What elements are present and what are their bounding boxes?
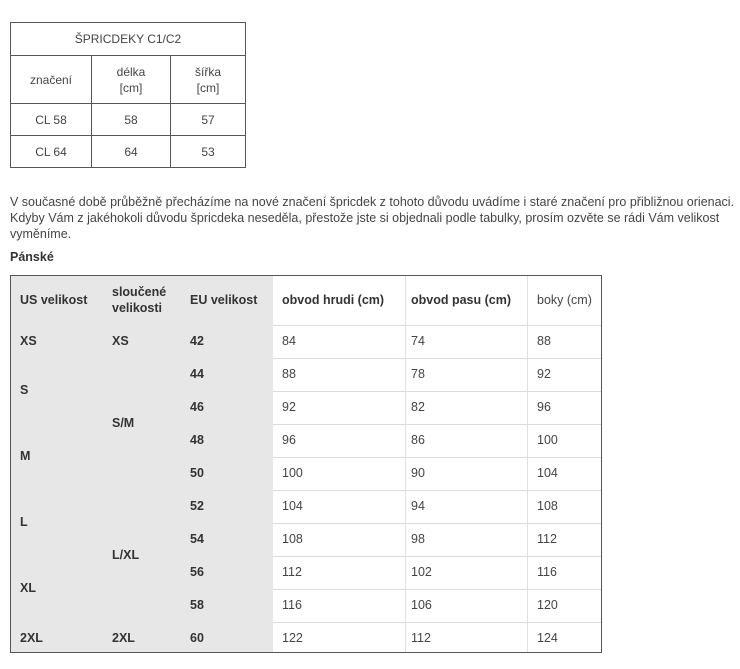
chest-cell: 88: [282, 367, 296, 381]
chest-cell: 112: [282, 565, 302, 579]
size-table: [10, 275, 602, 653]
chest-cell: 92: [282, 400, 296, 414]
eu-size-cell: 56: [190, 565, 204, 579]
cell-znaceni: CL 58: [11, 104, 92, 136]
eu-size-cell: 46: [190, 400, 204, 414]
waist-cell: 102: [411, 565, 432, 579]
header-waist: obvod pasu (cm): [411, 293, 512, 307]
header-delka-text: délka [cm]: [116, 64, 146, 95]
row-divider: [273, 523, 602, 524]
row-divider: [273, 490, 602, 491]
waist-cell: 106: [411, 598, 432, 612]
chest-cell: 108: [282, 532, 303, 546]
header-sirka-text: šířka [cm]: [194, 64, 221, 95]
us-size: L: [20, 515, 28, 529]
row-divider: [273, 457, 602, 458]
row-divider: [273, 391, 602, 392]
waist-cell: 90: [411, 466, 425, 480]
eu-size-cell: 58: [190, 598, 204, 612]
eu-size-cell: 48: [190, 433, 204, 447]
us-size: S: [20, 383, 29, 397]
header-hips: boky (cm): [537, 293, 592, 307]
merged-size: XS: [112, 334, 129, 348]
hips-cell: 96: [537, 400, 551, 414]
spricdeky-title: ŠPRICDEKY C1/C2: [11, 23, 246, 56]
waist-cell: 98: [411, 532, 425, 546]
table-row: [11, 136, 246, 168]
row-divider: [273, 589, 602, 590]
cell-delka: 64: [92, 136, 171, 168]
chest-cell: 116: [282, 598, 302, 612]
chest-cell: 122: [282, 631, 303, 645]
hips-cell: 100: [537, 433, 558, 447]
us-size: 2XL: [20, 631, 43, 645]
hips-cell: 112: [537, 532, 557, 546]
merged-size: S/M: [112, 416, 135, 430]
cell-sirka: 57: [171, 104, 246, 136]
cell-sirka: 53: [171, 136, 246, 168]
cell-znaceni: CL 64: [11, 136, 92, 168]
waist-cell: 74: [411, 334, 425, 348]
hips-cell: 104: [537, 466, 558, 480]
section-title: Pánské: [10, 250, 54, 264]
header-znaceni: značení: [11, 56, 92, 104]
row-divider: [273, 358, 602, 359]
cell-delka: 58: [92, 104, 171, 136]
chest-cell: 84: [282, 334, 296, 348]
grid-line: [405, 276, 406, 652]
us-size: XS: [20, 334, 37, 348]
chest-cell: 96: [282, 433, 296, 447]
eu-size-cell: 44: [190, 367, 204, 381]
spricdeky-table: [10, 22, 246, 168]
hips-cell: 120: [537, 598, 558, 612]
table-row: [11, 104, 246, 136]
hips-cell: 116: [537, 565, 557, 579]
us-size: M: [20, 449, 31, 463]
header-eu-size: EU velikost: [190, 293, 258, 307]
hips-cell: 88: [537, 334, 551, 348]
merged-size: 2XL: [112, 631, 135, 645]
row-divider: [273, 424, 602, 425]
waist-cell: 86: [411, 433, 425, 447]
waist-cell: 112: [411, 631, 431, 645]
header-chest: obvod hrudi (cm): [282, 293, 385, 307]
waist-cell: 78: [411, 367, 425, 381]
grid-line: [527, 276, 528, 652]
eu-size-cell: 52: [190, 499, 204, 513]
eu-size-cell: 50: [190, 466, 204, 480]
eu-size-cell: 42: [190, 334, 204, 348]
notice-text: V současné době průběžně přecházíme na nové značení špricdek z tohoto důvodu uvádíme i staré značení pro přibližnou orienaci. Kdyby Vám z jakéhokoli důvodu špricdeka neseděla, přestože jste si objednali podle tabulky, prosím ozvěte se rádi Vám velikost vyměníme.: [10, 195, 735, 241]
eu-size-cell: 54: [190, 532, 204, 546]
header-sirka: [171, 56, 246, 104]
chest-cell: 100: [282, 466, 303, 480]
hips-cell: 108: [537, 499, 558, 513]
merged-size: L/XL: [112, 548, 140, 562]
header-merged-size: sloučené velikosti: [112, 285, 167, 315]
hips-cell: 92: [537, 367, 551, 381]
row-divider: [273, 556, 602, 557]
header-delka: [92, 56, 171, 104]
header-us-size: US velikost: [20, 293, 88, 307]
waist-cell: 94: [411, 499, 425, 513]
row-divider: [273, 622, 602, 623]
us-size: XL: [20, 581, 36, 595]
eu-size-cell: 60: [190, 631, 204, 645]
hips-cell: 124: [537, 631, 558, 645]
row-divider: [273, 325, 602, 326]
chest-cell: 104: [282, 499, 303, 513]
size-table-left-panel: [11, 276, 273, 652]
waist-cell: 82: [411, 400, 425, 414]
